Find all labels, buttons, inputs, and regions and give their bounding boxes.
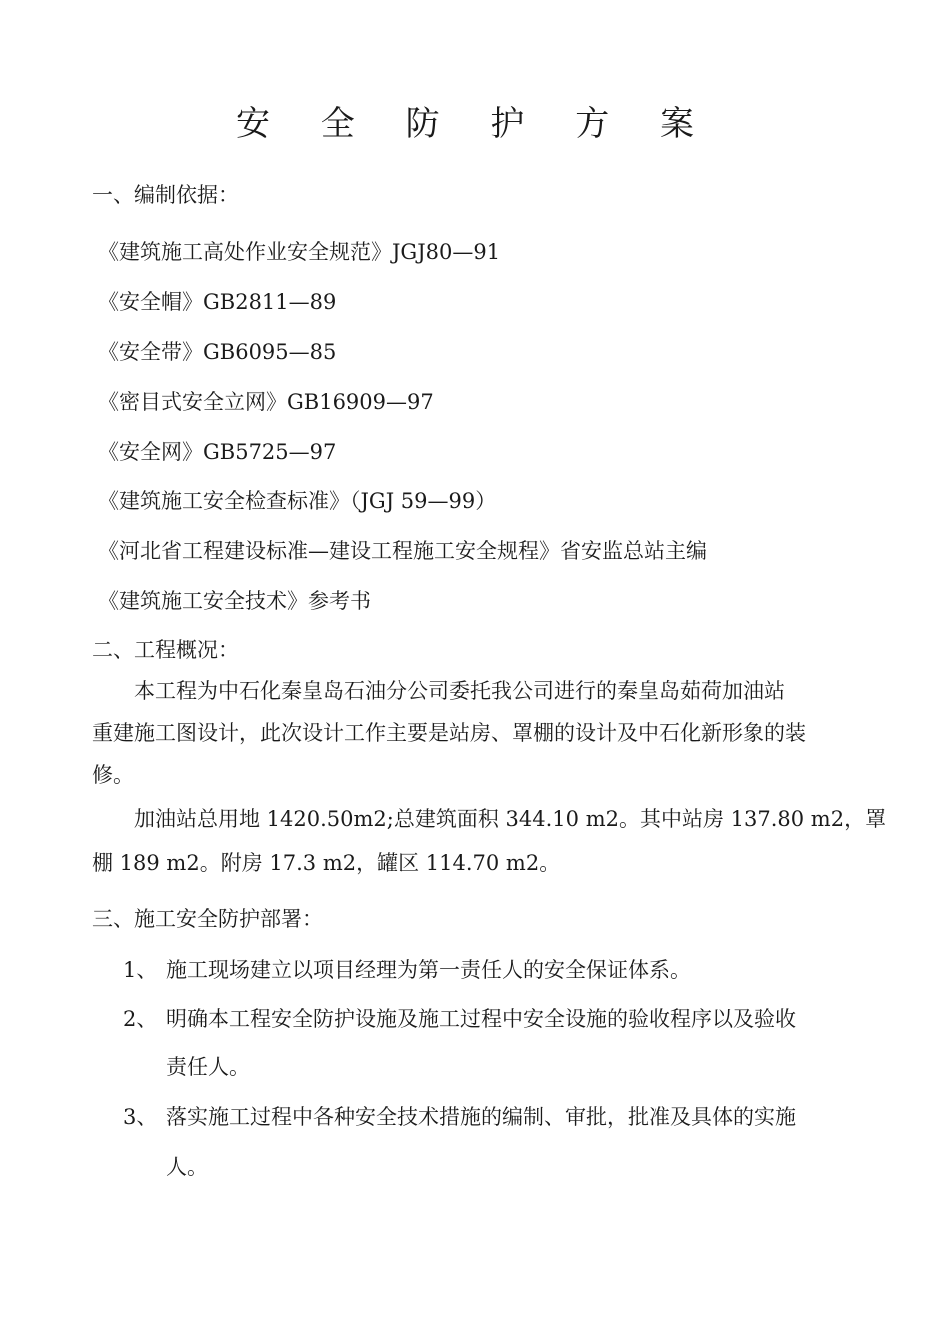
list-item-text: 落实施工过程中各种安全技术措施的编制、审批，批准及具体的实施: [166, 1105, 796, 1129]
overview-paragraph-line: 重建施工图设计，此次设计工作主要是站房、罩棚的设计及中石化新形象的装: [92, 721, 806, 745]
list-item-text: 施工现场建立以项目经理为第一责任人的安全保证体系。: [166, 958, 691, 982]
area-paragraph-line: 棚 189 m2。附房 17.3 m2，罐区 114.70 m2。: [92, 851, 561, 875]
reference-item: 《建筑施工安全技术》参考书: [98, 589, 371, 613]
overview-paragraph-line: 本工程为中石化秦皇岛石油分公司委托我公司进行的秦皇岛茹荷加油站: [134, 679, 785, 703]
list-item-text: 责任人。: [166, 1055, 250, 1079]
reference-item: 《建筑施工高处作业安全规范》JGJ80—91: [98, 240, 501, 264]
list-item-number: 2、: [123, 1007, 158, 1031]
overview-paragraph-line: 修。: [92, 763, 134, 787]
reference-item: 《安全网》GB5725—97: [98, 440, 337, 464]
list-item-number: 1、: [123, 958, 158, 982]
list-item-text: 明确本工程安全防护设施及施工过程中安全设施的验收程序以及验收: [166, 1007, 796, 1031]
list-item-text: 人。: [166, 1155, 208, 1179]
reference-item: 《安全帽》GB2811—89: [98, 290, 337, 314]
reference-item: 《河北省工程建设标准—建设工程施工安全规程》省安监总站主编: [98, 539, 707, 563]
section2-heading: 二、工程概况：: [92, 638, 239, 662]
area-paragraph-line: 加油站总用地 1420.50m2;总建筑面积 344.10 m2。其中站房 137.80 m2，罩: [134, 807, 887, 831]
reference-item: 《密目式安全立网》GB16909—97: [98, 390, 434, 414]
reference-item: 《建筑施工安全检查标准》（JGJ 59—99）: [98, 489, 497, 513]
list-item-number: 3、: [123, 1105, 158, 1129]
reference-item: 《安全带》GB6095—85: [98, 340, 337, 364]
section3-heading: 三、施工安全防护部署：: [92, 907, 323, 931]
page-title: 安 全 防 护 方 案: [235, 104, 715, 144]
section1-heading: 一、编制依据：: [92, 183, 239, 207]
